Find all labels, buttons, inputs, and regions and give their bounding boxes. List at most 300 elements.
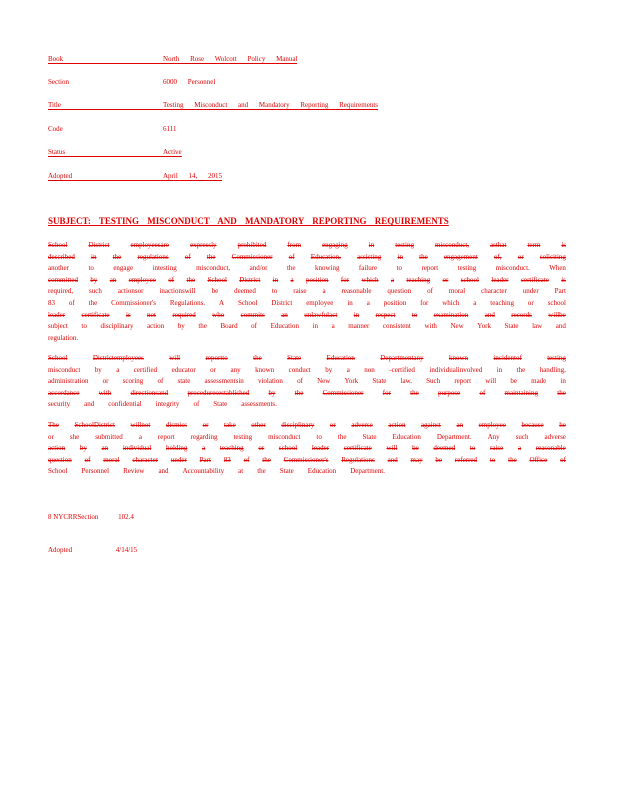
word: be — [510, 377, 517, 386]
word: misconduct, — [196, 264, 231, 273]
word: to — [411, 310, 418, 319]
paragraph-line — [48, 240, 566, 252]
word: assessments. — [241, 400, 277, 409]
word: of — [560, 455, 566, 464]
word: to — [396, 264, 403, 273]
word: position — [383, 298, 407, 307]
word: she — [69, 432, 80, 441]
subject-heading: SUBJECT: TESTING MISCONDUCT AND MANDATORY REPORTING REQUIREMENTS — [48, 216, 449, 226]
word: and/or — [249, 264, 268, 273]
word: of — [184, 252, 191, 261]
word: Education — [326, 354, 355, 362]
paragraph-line — [48, 466, 566, 478]
word: or — [202, 421, 209, 429]
word: Accountability — [182, 467, 225, 476]
word: leader — [48, 310, 66, 319]
word: examination — [433, 310, 469, 319]
word: engaging — [322, 241, 348, 249]
word: the — [198, 322, 207, 331]
word: Department. — [436, 432, 472, 441]
word: testing — [457, 264, 477, 273]
word: Education — [307, 467, 337, 476]
word: an — [101, 444, 109, 453]
body-paragraph — [48, 420, 566, 478]
paragraph-line — [48, 455, 566, 467]
word: any — [230, 365, 241, 374]
metadata-value: 6111 — [163, 125, 177, 133]
word: Commissioner's — [111, 298, 156, 307]
word: not — [147, 310, 156, 319]
word: leader — [311, 444, 330, 453]
word: certificate — [343, 444, 372, 453]
word: action — [48, 444, 66, 453]
word: holding — [165, 444, 188, 453]
paragraph-line — [48, 432, 566, 444]
word: proceduresestablished — [187, 388, 250, 397]
word: of — [168, 275, 175, 284]
word: violation — [257, 377, 283, 386]
word: Department. — [350, 467, 385, 476]
metadata-label: Status — [48, 148, 66, 156]
paragraph-line — [48, 286, 566, 298]
word: or — [48, 432, 54, 441]
word: School — [48, 241, 68, 249]
word: State — [362, 432, 377, 441]
word: by — [177, 322, 185, 331]
word: who — [212, 310, 225, 319]
word: under — [522, 287, 539, 296]
word: for — [420, 298, 429, 307]
word: Districtemployees — [92, 354, 144, 362]
word: maintaining — [504, 388, 538, 397]
word: teaching — [406, 275, 431, 284]
word: assisting — [357, 252, 382, 261]
word: of — [479, 388, 486, 397]
word: Review — [123, 467, 145, 476]
word: referred — [454, 455, 478, 464]
word: State — [279, 467, 294, 476]
metadata-row-book — [48, 55, 297, 64]
word: York — [477, 322, 491, 331]
word: another — [48, 264, 69, 273]
word: reasonable — [341, 287, 372, 296]
word: dismiss — [165, 421, 187, 429]
word: Board — [220, 322, 238, 331]
word: law. — [400, 377, 412, 386]
word: to — [271, 287, 278, 296]
word: employeesare — [130, 241, 170, 249]
word: regarding — [190, 432, 218, 441]
word: Part — [199, 455, 211, 464]
body-paragraph — [48, 353, 566, 411]
word: failure — [358, 264, 378, 273]
word: the — [186, 275, 196, 284]
word: of — [68, 298, 75, 307]
word: teaching — [490, 298, 514, 307]
metadata-label: Title — [48, 101, 61, 109]
word: to — [469, 444, 476, 453]
word: to — [88, 264, 94, 273]
word: such — [89, 287, 102, 296]
word: Commissioner — [231, 252, 273, 261]
word: may — [410, 455, 423, 464]
metadata-row-code — [48, 125, 176, 133]
word: deemed — [234, 287, 256, 296]
word: handling, — [539, 365, 566, 374]
word: or — [517, 252, 524, 261]
word: and — [484, 310, 495, 319]
word: adverse — [351, 421, 373, 429]
word: to — [316, 432, 322, 441]
word: teaching — [219, 444, 244, 453]
word: misconduct — [48, 365, 81, 374]
word: such — [515, 432, 529, 441]
word: deemed — [433, 444, 456, 453]
word: for — [340, 275, 350, 284]
word: testing — [395, 241, 414, 249]
word: misconduct — [268, 432, 301, 441]
word: the — [286, 264, 296, 273]
word: consistent — [382, 322, 411, 331]
metadata-row-title — [48, 101, 378, 110]
paragraph-line — [48, 298, 566, 310]
word: State — [213, 400, 228, 409]
word: of — [297, 377, 303, 386]
word: Regulations. — [169, 298, 206, 307]
word: moral — [103, 455, 120, 464]
word: report — [157, 432, 175, 441]
paragraph-line — [48, 443, 566, 455]
word: engagement — [443, 252, 478, 261]
word: testing — [233, 432, 253, 441]
metadata-label: Adopted — [48, 172, 73, 180]
word: accordance — [48, 388, 80, 397]
word: security — [48, 400, 71, 409]
word: take — [224, 421, 236, 429]
word: made — [531, 377, 547, 386]
word: certified — [133, 365, 158, 374]
word: SchoolDistrict — [74, 421, 115, 429]
word: soliciting — [539, 252, 566, 261]
word: incidentof — [493, 354, 522, 362]
word: Any — [487, 432, 500, 441]
word: or — [527, 298, 534, 307]
body-paragraph — [48, 240, 566, 344]
word: is — [125, 310, 131, 319]
word: against — [421, 421, 441, 429]
word: School — [207, 275, 227, 284]
word: a — [517, 444, 522, 453]
metadata-row-section — [48, 78, 215, 86]
word: 83 — [223, 455, 231, 464]
word: in — [353, 310, 360, 319]
word: will — [485, 377, 497, 386]
word: testing — [547, 354, 566, 362]
word: -certified — [389, 365, 415, 374]
word: unlawfulact — [304, 310, 338, 319]
word: state — [177, 377, 191, 386]
word: in — [272, 275, 279, 284]
word: action — [388, 421, 406, 429]
word: District — [88, 241, 110, 249]
word: The — [48, 421, 59, 429]
word: known — [255, 365, 275, 374]
paragraph-line — [48, 376, 566, 388]
adopted-date: 4/14/15 — [115, 546, 138, 554]
word: and — [84, 400, 95, 409]
paragraph-line — [48, 252, 566, 264]
word: Education, — [310, 252, 341, 261]
adoption-note — [48, 546, 137, 554]
word: committed — [48, 275, 78, 284]
metadata-value: April 14, 2015 — [163, 172, 223, 180]
word: assessmentsin — [204, 377, 244, 386]
word: a — [290, 275, 294, 284]
metadata-row-adopted — [48, 172, 222, 181]
word: in — [496, 365, 503, 374]
word: asthat — [490, 241, 507, 249]
paragraph-line — [48, 388, 566, 400]
paragraph-line — [48, 321, 566, 333]
word: the — [508, 455, 517, 464]
word: in — [91, 252, 97, 261]
word: a — [473, 298, 477, 307]
word: misconduct, — [435, 241, 470, 249]
word: the — [262, 455, 271, 464]
word: disciplinary — [281, 421, 315, 429]
word: a — [331, 322, 335, 331]
word: and — [555, 322, 566, 331]
word: School — [48, 354, 68, 362]
word: in — [560, 377, 566, 386]
word: for — [382, 388, 391, 397]
word: a — [138, 432, 142, 441]
word: position — [305, 275, 329, 284]
paragraph-line — [48, 399, 566, 411]
word: in — [397, 252, 403, 261]
word: report — [454, 377, 472, 386]
word: which — [361, 275, 379, 284]
word: employee — [478, 421, 506, 429]
word: confidential — [108, 400, 142, 409]
word: law — [532, 322, 543, 331]
word: intesting — [152, 264, 177, 273]
word: question — [48, 455, 72, 464]
word: certificate — [520, 275, 549, 284]
word: be — [435, 455, 443, 464]
word: records — [511, 310, 532, 319]
word: school — [547, 298, 566, 307]
word: or — [210, 365, 217, 374]
paragraph-line — [48, 263, 566, 275]
metadata-value: Active — [163, 148, 182, 156]
word: by — [94, 365, 102, 374]
word: certificate — [81, 310, 110, 319]
word: State — [372, 377, 387, 386]
word: willnot — [130, 421, 151, 429]
word: a — [202, 444, 206, 453]
word: of — [157, 377, 164, 386]
word: individualinvolved — [429, 365, 483, 374]
word: of — [288, 252, 295, 261]
word: raise — [490, 444, 504, 453]
word: actionsor — [117, 287, 144, 296]
word: or — [258, 444, 265, 453]
word: under — [170, 455, 187, 464]
word: subject — [48, 322, 68, 331]
word: an — [281, 310, 288, 319]
word: question — [387, 287, 412, 296]
word: be — [412, 444, 419, 453]
word: raise — [293, 287, 307, 296]
word: misconduct. — [495, 264, 530, 273]
word: District — [239, 275, 261, 284]
reference-citation: 8 NYCRRSection — [48, 513, 99, 521]
word: report — [421, 264, 439, 273]
word: School — [237, 298, 258, 307]
word: knowing — [314, 264, 340, 273]
word: administration — [48, 377, 89, 386]
word: required — [172, 310, 196, 319]
paragraph-line — [48, 365, 566, 377]
paragraph-line — [48, 420, 566, 432]
word: known — [448, 354, 468, 362]
word: expressly — [190, 241, 217, 249]
word: State — [504, 322, 519, 331]
word: the — [337, 432, 347, 441]
word: a — [322, 287, 326, 296]
word: submitted — [95, 432, 123, 441]
word: moral — [448, 287, 466, 296]
word: term — [527, 241, 541, 249]
word: with — [98, 388, 112, 397]
word: the — [253, 354, 262, 362]
word: non — [364, 365, 375, 374]
paragraph-line — [48, 310, 566, 322]
word: inactionswill — [159, 287, 196, 296]
word: conduct — [288, 365, 311, 374]
word: in — [347, 298, 353, 307]
word: of — [427, 287, 433, 296]
word: will — [169, 354, 181, 362]
word: regulations — [137, 252, 169, 261]
paragraph-line — [48, 353, 566, 365]
word: which — [442, 298, 460, 307]
word: the — [516, 365, 526, 374]
word: of — [84, 455, 91, 464]
word: purpose — [438, 388, 461, 397]
word: State — [287, 354, 302, 362]
word: individual — [122, 444, 152, 453]
word: leader — [491, 275, 509, 284]
word: District — [271, 298, 293, 307]
word: the — [112, 252, 122, 261]
word: be — [211, 287, 219, 296]
metadata-label: Section — [48, 78, 69, 86]
word: respect — [375, 310, 396, 319]
reference-section: 102.4 — [118, 513, 134, 521]
word: engage — [113, 264, 134, 273]
word: regulation. — [48, 333, 79, 342]
word: willbe — [548, 310, 566, 319]
word: by — [79, 444, 87, 453]
word: 83 — [48, 298, 55, 307]
word: school — [278, 444, 298, 453]
word: and — [387, 455, 398, 464]
word: prohibited — [237, 241, 267, 249]
word: of — [251, 322, 258, 331]
metadata-row-status — [48, 148, 182, 157]
word: Commissioner — [322, 388, 364, 397]
word: with — [424, 322, 437, 331]
word: to — [81, 322, 87, 331]
word: When — [549, 264, 566, 273]
adopted-label: Adopted — [48, 546, 73, 554]
word: from — [287, 241, 302, 249]
word: of, — [494, 252, 502, 261]
word: Education — [270, 322, 299, 331]
word: the — [557, 388, 566, 397]
word: York — [344, 377, 359, 386]
word: or — [102, 377, 109, 386]
metadata-label: Code — [48, 125, 63, 133]
word: a — [346, 365, 350, 374]
metadata-value: North Rose Wolcott Policy Manual — [163, 55, 298, 63]
word: educator — [171, 365, 196, 374]
word: school — [460, 275, 479, 284]
word: scoring — [122, 377, 144, 386]
legal-reference — [48, 513, 134, 521]
word: other — [251, 421, 266, 429]
word: the — [257, 467, 266, 476]
word: New — [317, 377, 331, 386]
word: required, — [48, 287, 74, 296]
word: School — [48, 467, 68, 476]
word: Education — [392, 432, 421, 441]
word: A — [218, 298, 225, 307]
word: described — [48, 252, 75, 261]
word: a — [116, 365, 120, 374]
word: commits — [240, 310, 265, 319]
word: is — [561, 241, 566, 249]
word: an — [109, 275, 117, 284]
metadata-value: 6000 Personnel — [163, 78, 216, 86]
word: reportto — [205, 354, 228, 362]
word: the — [294, 388, 304, 397]
word: the — [88, 298, 98, 307]
word: Such — [426, 377, 441, 386]
word: directionsand — [130, 388, 169, 397]
word: by — [325, 365, 333, 374]
word: character — [132, 455, 159, 464]
word: Departmentany — [380, 354, 424, 362]
word: is — [561, 275, 566, 284]
word: Personnel — [81, 467, 110, 476]
word: character — [481, 287, 507, 296]
word: employee — [128, 275, 156, 284]
word: disciplinary — [100, 322, 134, 331]
word: adverse — [544, 432, 566, 441]
metadata-label: Book — [48, 55, 64, 63]
word: will — [386, 444, 398, 453]
word: or — [329, 421, 336, 429]
word: the — [206, 252, 216, 261]
paragraph-line — [48, 275, 566, 287]
word: because — [521, 421, 544, 429]
word: by — [90, 275, 98, 284]
word: employee — [306, 298, 334, 307]
paragraph-line — [48, 333, 566, 345]
